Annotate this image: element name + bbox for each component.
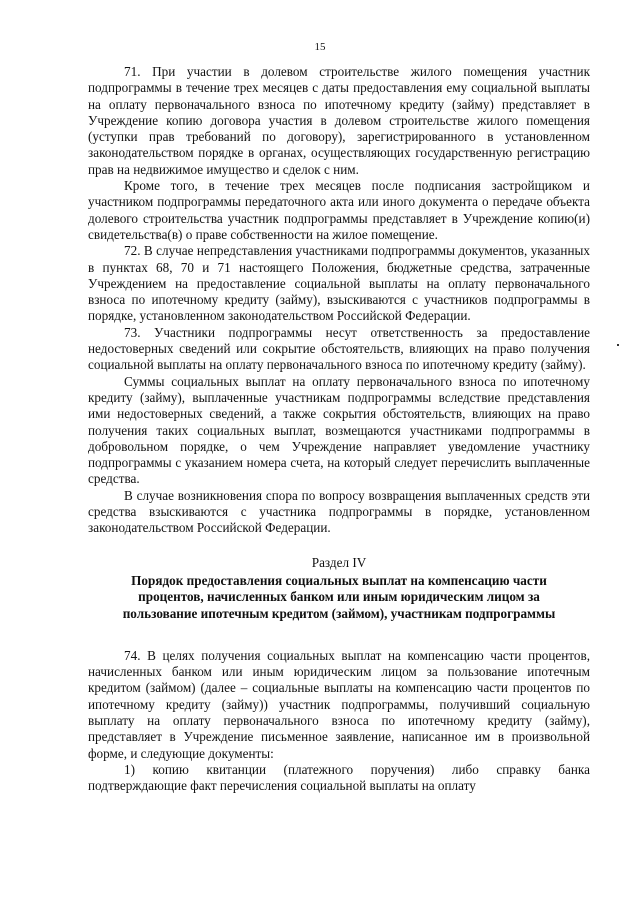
paragraph-73-sums: Суммы социальных выплат на оплату первоначального взноса по ипотечному кредиту (займу), выплаченные участникам подпрограммы вследствие представления ими недостоверных сведений, а также сокрытия обстоятельств, влияющих на право получения таких социальных выплат, возмещаются участниками подпрограммы в добровольном порядке, о чем Учреждение направляет уведомление участнику подпрограммы с указанием номера счета, на который следует перечислить выплаченные средства.: [88, 373, 590, 487]
paragraph-73: 73. Участники подпрограммы несут ответственность за предоставление недостоверных сведений или сокрытие обстоятельств, влияющих на право получения социальной выплаты на оплату первоначального взноса по ипотечному кредиту (займу).: [88, 324, 590, 373]
section-title: Порядок предоставления социальных выплат на компенсацию части процентов, начисленных банком или иным юридическим лицом за пользование ипотечным кредитом (займом), участникам подпрограммы: [122, 572, 556, 621]
page-number: 15: [314, 41, 326, 53]
document-body: [88, 64, 590, 794]
paragraph-74: 74. В целях получения социальных выплат на компенсацию части процентов, начисленных банком или иным юридическим лицом за пользование ипотечным кредитом (займом) (далее – социальные выплаты на компенсацию части процентов по ипотечному кредиту (займу)) участник подпрограммы, получивший социальную выплату на оплату первоначального взноса по ипотечному кредиту (займу), представляет в Учреждение письменное заявление, написанное им в произвольной форме, и следующие документы:: [88, 647, 590, 761]
section-label: Раздел IV: [311, 554, 367, 570]
paragraph-71: 71. При участии в долевом строительстве жилого помещения участник подпрограммы в течение трех месяцев с даты предоставления ему социальной выплаты на оплату первоначального взноса по ипотечному кредиту (займу) представляет в Учреждение копию договора участия в долевом строительстве жилого помещения (уступки прав требований по договору), зарегистрированного в установленном законодательством порядке в органах, осуществляющих государственную регистрацию прав на недвижимое имущество и сделок с ним.: [88, 64, 590, 177]
section-heading: [88, 555, 590, 622]
margin-mark: [617, 344, 619, 346]
paragraph-73-dispute: В случае возникновения спора по вопросу возвращения выплаченных средств эти средства взыскиваются с участника подпрограммы в порядке, установленном законодательством Российской Федерации.: [88, 487, 590, 536]
paragraph-72: 72. В случае непредставления участниками подпрограммы документов, указанных в пунктах 68, 70 и 71 настоящего Положения, бюджетные средства, затраченные Учреждением на предоставление социальной выплаты на оплату первоначального взноса по ипотечному кредиту (займу), взыскиваются с участников подпрограммы в порядке, установленном законодательством Российской Федерации.: [88, 243, 590, 324]
paragraph-71-continued: Кроме того, в течение трех месяцев после подписания застройщиком и участником подпрограммы передаточного акта или иного документа о передаче объекта долевого строительства участник подпрограммы представляет в Учреждение копию(и) свидетельства(в) о праве собственности на жилое помещение.: [88, 178, 590, 242]
paragraph-74-item-1: 1) копию квитанции (платежного поручения) либо справку банка подтверждающие факт перечисления социальной выплаты на оплату: [88, 761, 590, 794]
